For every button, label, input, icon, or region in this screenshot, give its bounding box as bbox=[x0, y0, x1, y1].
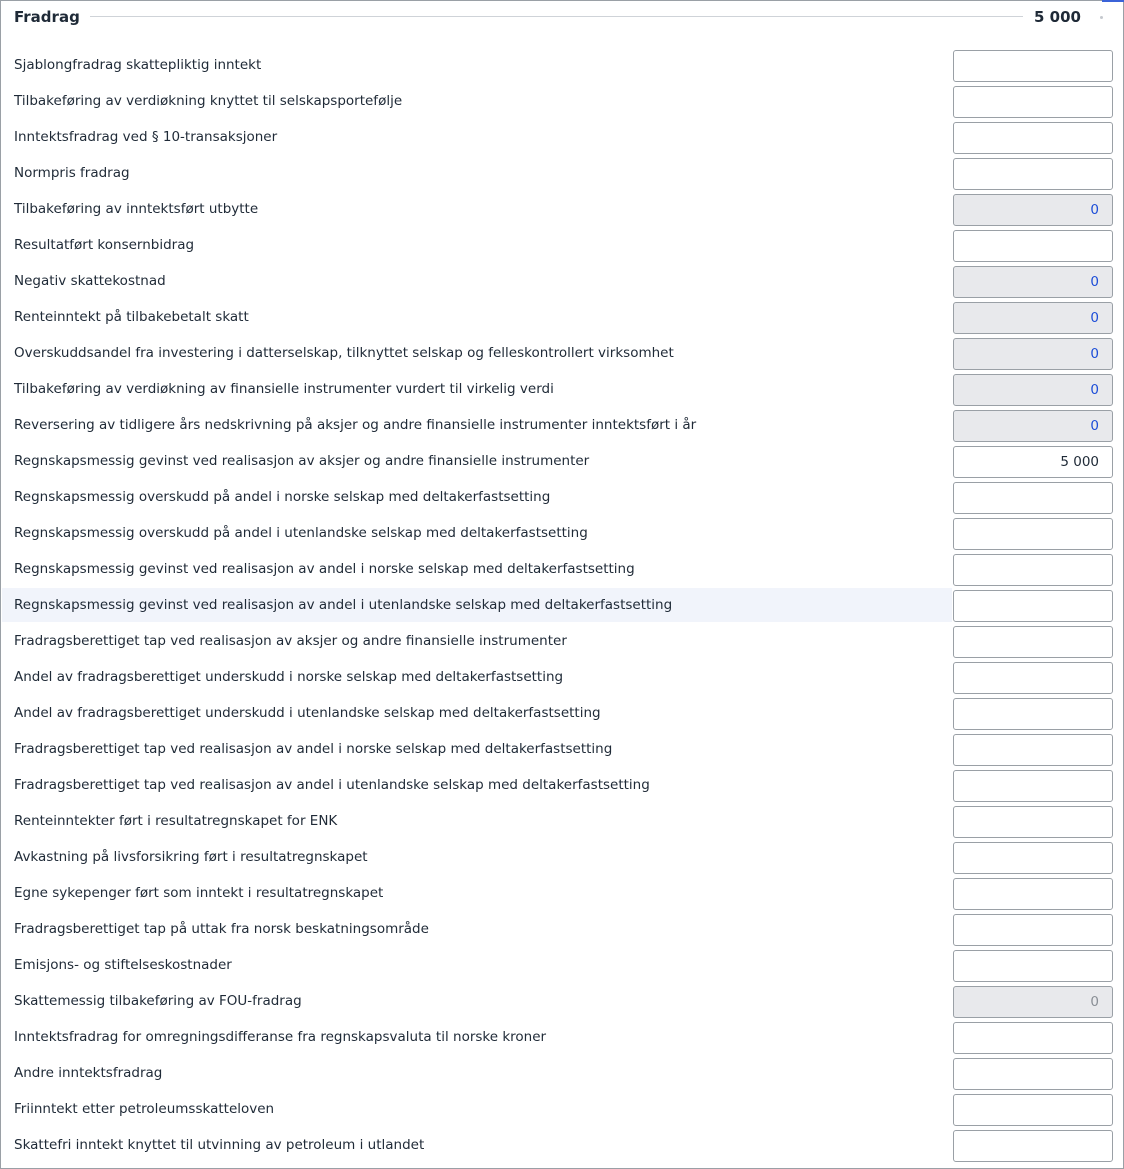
deduction-row bbox=[1, 155, 1123, 191]
deduction-amount-input[interactable] bbox=[953, 50, 1113, 82]
deduction-row bbox=[1, 1127, 1123, 1163]
deduction-label: Renteinntekter ført i resultatregnskapet for ENK bbox=[14, 813, 338, 829]
deduction-row bbox=[1, 335, 1123, 371]
menu-dot-icon[interactable] bbox=[1100, 16, 1103, 19]
deduction-amount-input[interactable] bbox=[953, 878, 1113, 910]
section-title: Fradrag bbox=[14, 8, 80, 26]
deduction-amount-input[interactable] bbox=[953, 1130, 1113, 1162]
deduction-label: Avkastning på livsforsikring ført i resultatregnskapet bbox=[14, 849, 368, 865]
header-divider bbox=[90, 16, 1023, 17]
deduction-label: Inntektsfradrag for omregningsdifferanse fra regnskapsvaluta til norske kroner bbox=[14, 1029, 547, 1045]
deduction-label: Tilbakeføring av inntektsført utbytte bbox=[14, 201, 259, 217]
deduction-label: Normpris fradrag bbox=[14, 165, 130, 181]
deduction-amount-input[interactable] bbox=[953, 446, 1113, 478]
deduction-list bbox=[1, 47, 1123, 1163]
deduction-label: Regnskapsmessig gevinst ved realisasjon av aksjer og andre finansielle instrumenter bbox=[14, 453, 590, 469]
deduction-label: Andel av fradragsberettiget underskudd i norske selskap med deltakerfastsetting bbox=[14, 669, 564, 685]
deduction-label: Friinntekt etter petroleumsskatteloven bbox=[14, 1101, 275, 1117]
deduction-label: Fradragsberettiget tap ved realisasjon av andel i norske selskap med deltakerfastsetting bbox=[14, 741, 613, 757]
deduction-label: Emisjons- og stiftelseskostnader bbox=[14, 957, 232, 973]
deduction-amount-input bbox=[953, 194, 1113, 226]
deduction-amount-input[interactable] bbox=[953, 590, 1113, 622]
deduction-amount-value: 0 bbox=[1090, 202, 1099, 218]
deduction-amount-value: 0 bbox=[1090, 346, 1099, 362]
deduction-label: Negativ skattekostnad bbox=[14, 273, 166, 289]
deduction-amount-input[interactable] bbox=[953, 950, 1113, 982]
deduction-label: Fradragsberettiget tap på uttak fra norsk beskatningsområde bbox=[14, 921, 429, 937]
deduction-amount-input[interactable] bbox=[953, 662, 1113, 694]
deduction-row bbox=[1, 803, 1123, 839]
deduction-row bbox=[1, 515, 1123, 551]
deduction-label: Resultatført konsernbidrag bbox=[14, 237, 195, 253]
deduction-amount-input[interactable] bbox=[953, 770, 1113, 802]
deduction-row bbox=[1, 731, 1123, 767]
deduction-row bbox=[1, 983, 1123, 1019]
deduction-row bbox=[1, 227, 1123, 263]
deduction-amount-input[interactable] bbox=[953, 914, 1113, 946]
deduction-row bbox=[1, 191, 1123, 227]
deduction-row bbox=[1, 659, 1123, 695]
deduction-label: Skattefri inntekt knyttet til utvinning av petroleum i utlandet bbox=[14, 1137, 425, 1153]
deduction-row bbox=[1, 551, 1123, 587]
deduction-label: Skattemessig tilbakeføring av FOU-fradrag bbox=[14, 993, 302, 1009]
deduction-amount-input[interactable] bbox=[953, 806, 1113, 838]
deduction-amount-input[interactable] bbox=[953, 86, 1113, 118]
deduction-row bbox=[1, 1091, 1123, 1127]
deduction-row bbox=[1, 407, 1123, 443]
section-total: 5 000 bbox=[1034, 8, 1081, 26]
deduction-amount-input[interactable] bbox=[953, 518, 1113, 550]
deduction-amount-value: 5 000 bbox=[1060, 454, 1099, 470]
deduction-row bbox=[1, 263, 1123, 299]
deduction-amount-input[interactable] bbox=[953, 1094, 1113, 1126]
deduction-label: Regnskapsmessig overskudd på andel i norske selskap med deltakerfastsetting bbox=[14, 489, 551, 505]
deduction-label: Andel av fradragsberettiget underskudd i utenlandske selskap med deltakerfastsetting bbox=[14, 705, 601, 721]
deduction-label: Sjablongfradrag skattepliktig inntekt bbox=[14, 57, 262, 73]
deduction-amount-input bbox=[953, 374, 1113, 406]
deduction-label: Tilbakeføring av verdiøkning av finansielle instrumenter vurdert til virkelig verdi bbox=[14, 381, 554, 397]
deduction-row bbox=[1, 299, 1123, 335]
deduction-label: Regnskapsmessig gevinst ved realisasjon av andel i utenlandske selskap med deltakerfastsetting bbox=[14, 597, 673, 613]
section-header[interactable] bbox=[1, 1, 1123, 33]
deduction-amount-input[interactable] bbox=[953, 554, 1113, 586]
deduction-amount-input[interactable] bbox=[953, 482, 1113, 514]
deduction-amount-input[interactable] bbox=[953, 1022, 1113, 1054]
deduction-amount-input bbox=[953, 302, 1113, 334]
deduction-amount-input[interactable] bbox=[953, 230, 1113, 262]
deduction-label: Renteinntekt på tilbakebetalt skatt bbox=[14, 309, 249, 325]
deduction-label: Egne sykepenger ført som inntekt i resultatregnskapet bbox=[14, 885, 384, 901]
deduction-amount-value: 0 bbox=[1090, 382, 1099, 398]
deduction-amount-input bbox=[953, 410, 1113, 442]
deduction-amount-input[interactable] bbox=[953, 158, 1113, 190]
deduction-label: Inntektsfradrag ved § 10-transaksjoner bbox=[14, 129, 278, 145]
deduction-label: Andre inntektsfradrag bbox=[14, 1065, 163, 1081]
deduction-row bbox=[1, 947, 1123, 983]
deduction-amount-input[interactable] bbox=[953, 1058, 1113, 1090]
deduction-amount-input[interactable] bbox=[953, 698, 1113, 730]
deduction-amount-value: 0 bbox=[1090, 310, 1099, 326]
deduction-amount-input[interactable] bbox=[953, 626, 1113, 658]
deduction-amount-value: 0 bbox=[1090, 418, 1099, 434]
deduction-amount-input[interactable] bbox=[953, 842, 1113, 874]
deduction-row bbox=[1, 83, 1123, 119]
deduction-row bbox=[1, 695, 1123, 731]
deduction-row bbox=[1, 1019, 1123, 1055]
deduction-label: Reversering av tidligere års nedskrivning på aksjer og andre finansielle instrumenter inntektsført i år bbox=[14, 417, 697, 433]
deduction-amount-input bbox=[953, 266, 1113, 298]
deduction-row bbox=[1, 443, 1123, 479]
deduction-row bbox=[1, 47, 1123, 83]
deduction-amount-input[interactable] bbox=[953, 122, 1113, 154]
deduction-label: Fradragsberettiget tap ved realisasjon av aksjer og andre finansielle instrumenter bbox=[14, 633, 567, 649]
deduction-row bbox=[1, 767, 1123, 803]
deduction-amount-value: 0 bbox=[1090, 274, 1099, 290]
deduction-label: Fradragsberettiget tap ved realisasjon av andel i utenlandske selskap med deltakerfastsetting bbox=[14, 777, 650, 793]
deduction-label: Overskuddsandel fra investering i datterselskap, tilknyttet selskap og felleskontrollert virksomhet bbox=[14, 345, 674, 361]
deduction-label: Tilbakeføring av verdiøkning knyttet til selskapsportefølje bbox=[14, 93, 403, 109]
deduction-row bbox=[1, 479, 1123, 515]
deduction-amount-input bbox=[953, 986, 1113, 1018]
deduction-row bbox=[1, 875, 1123, 911]
deduction-row bbox=[1, 119, 1123, 155]
deduction-row bbox=[1, 911, 1123, 947]
deduction-row bbox=[1, 839, 1123, 875]
deduction-label: Regnskapsmessig gevinst ved realisasjon av andel i norske selskap med deltakerfastsetting bbox=[14, 561, 635, 577]
deduction-amount-value: 0 bbox=[1090, 994, 1099, 1010]
deduction-row bbox=[1, 1055, 1123, 1091]
deduction-row bbox=[1, 623, 1123, 659]
deduction-amount-input[interactable] bbox=[953, 734, 1113, 766]
deduction-label: Regnskapsmessig overskudd på andel i utenlandske selskap med deltakerfastsetting bbox=[14, 525, 588, 541]
deduction-row bbox=[1, 371, 1123, 407]
deduction-amount-input bbox=[953, 338, 1113, 370]
deduction-row bbox=[1, 587, 1123, 623]
